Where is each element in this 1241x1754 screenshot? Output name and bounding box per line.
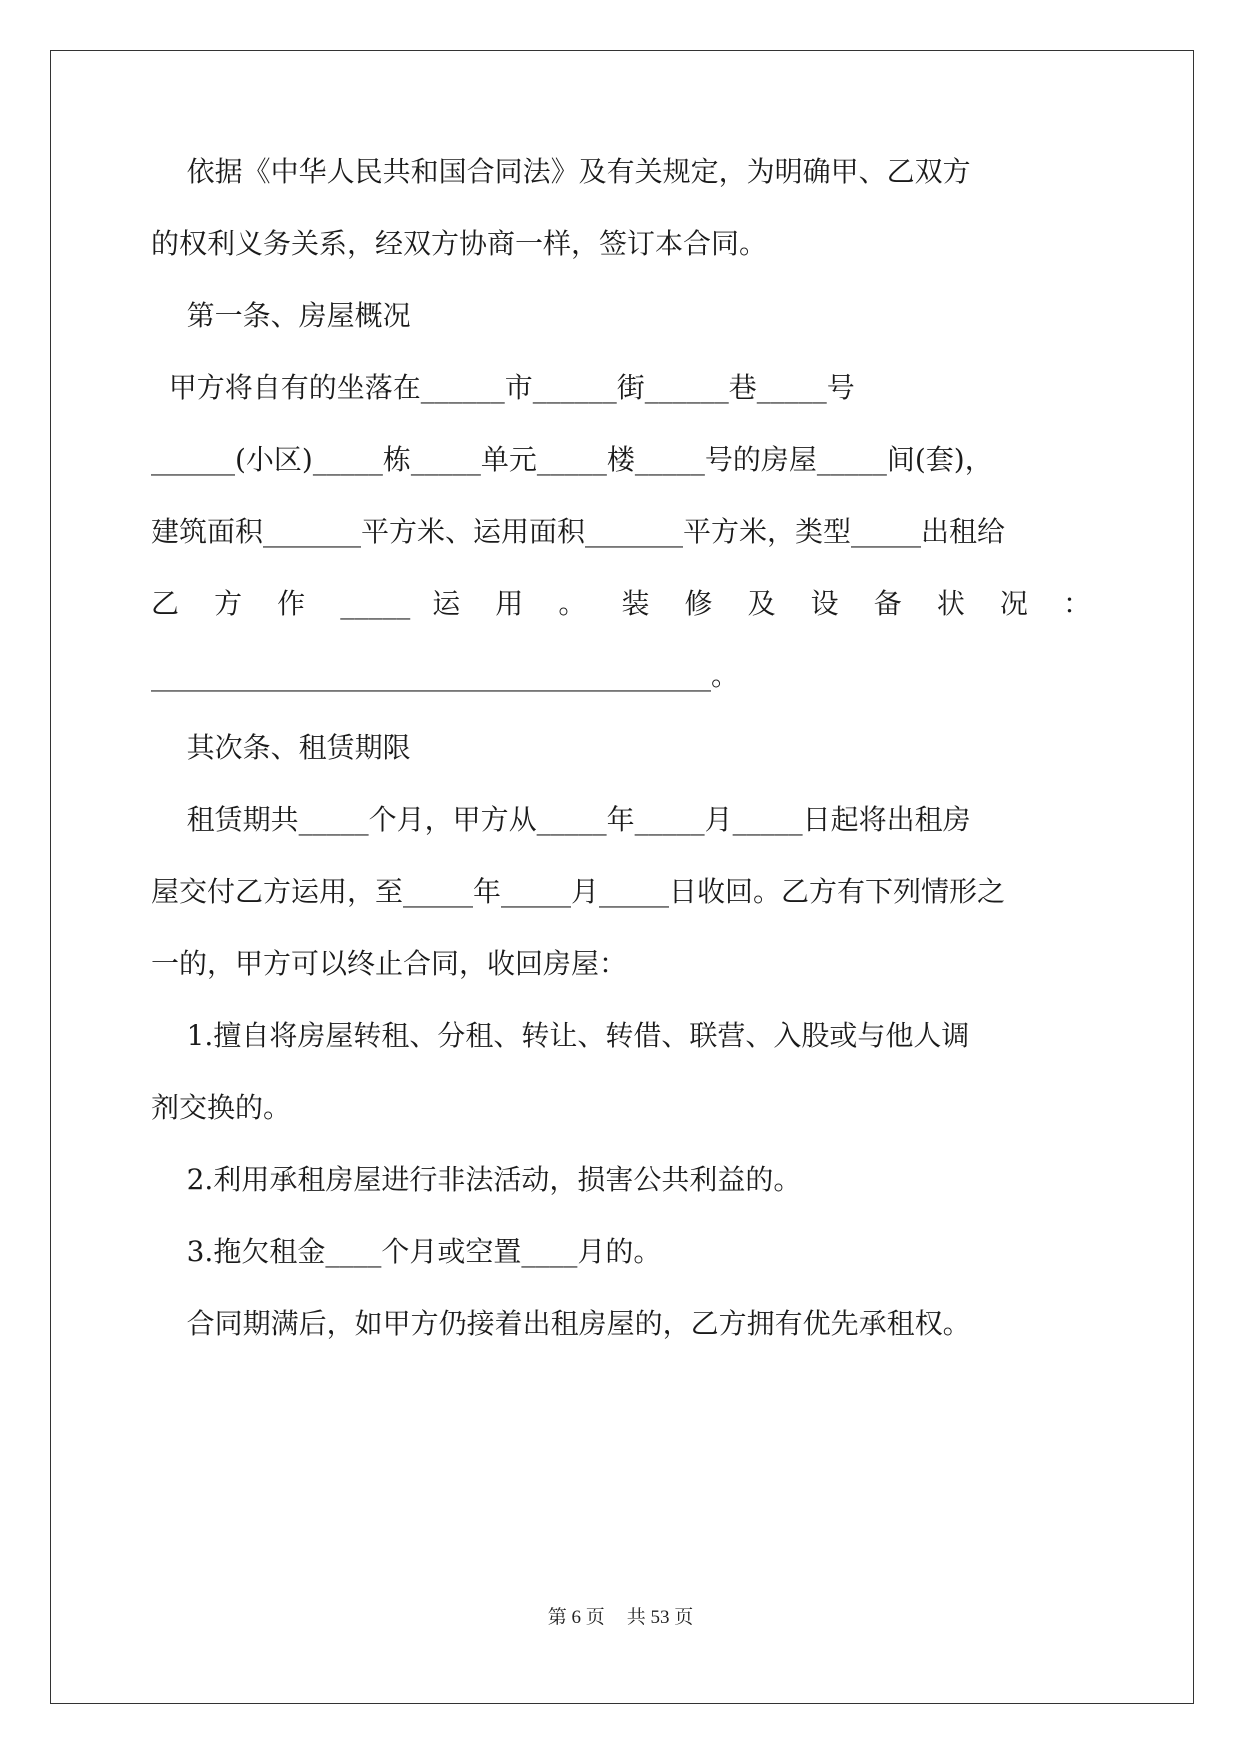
paragraph-line: 建筑面积_______平方米、运用面积_______平方米，类型_____出租给 <box>151 515 1006 548</box>
paragraph-line: 租赁期共_____个月，甲方从_____年_____月_____日起将出租房 <box>151 803 971 836</box>
page-number: 第 6 页 <box>547 1607 605 1628</box>
page-total: 共 53 页 <box>626 1607 694 1628</box>
paragraph-line: 一的，甲方可以终止合同，收回房屋： <box>151 947 628 980</box>
list-item: 1.擅自将房屋转租、分租、转让、转借、联营、入股或与他人调 <box>151 1019 970 1052</box>
list-item: 3.拖欠租金____个月或空置____月的。 <box>151 1235 662 1268</box>
paragraph-line: 剂交换的。 <box>151 1091 292 1124</box>
section-heading: 其次条、租赁期限 <box>151 731 411 764</box>
section-heading: 第一条、房屋概况 <box>151 299 411 332</box>
paragraph-line: ______(小区)_____栋_____单元_____楼_____号的房屋_____间(套)， <box>151 443 993 476</box>
paragraph-line: 屋交付乙方运用，至_____年_____月_____日收回。乙方有下列情形之 <box>151 875 1006 908</box>
paragraph-line: 乙 方 作 _____ 运 用 。 装 修 及 设 备 状 况 ： <box>151 587 1091 620</box>
paragraph-line: 甲方将自有的坐落在______市______街______巷_____号 <box>151 371 855 404</box>
paragraph-line: 的权利义务关系，经双方协商一样，签订本合同。 <box>151 227 768 260</box>
paragraph-line: 合同期满后，如甲方仍接着出租房屋的，乙方拥有优先承租权。 <box>151 1307 971 1340</box>
paragraph-line: ________________________________________。 <box>151 659 740 692</box>
list-item: 2.利用承租房屋进行非法活动，损害公共利益的。 <box>151 1163 802 1196</box>
paragraph-line: 依据《中华人民共和国合同法》及有关规定，为明确甲、乙双方 <box>151 155 971 188</box>
page-footer <box>0 1602 1241 1629</box>
